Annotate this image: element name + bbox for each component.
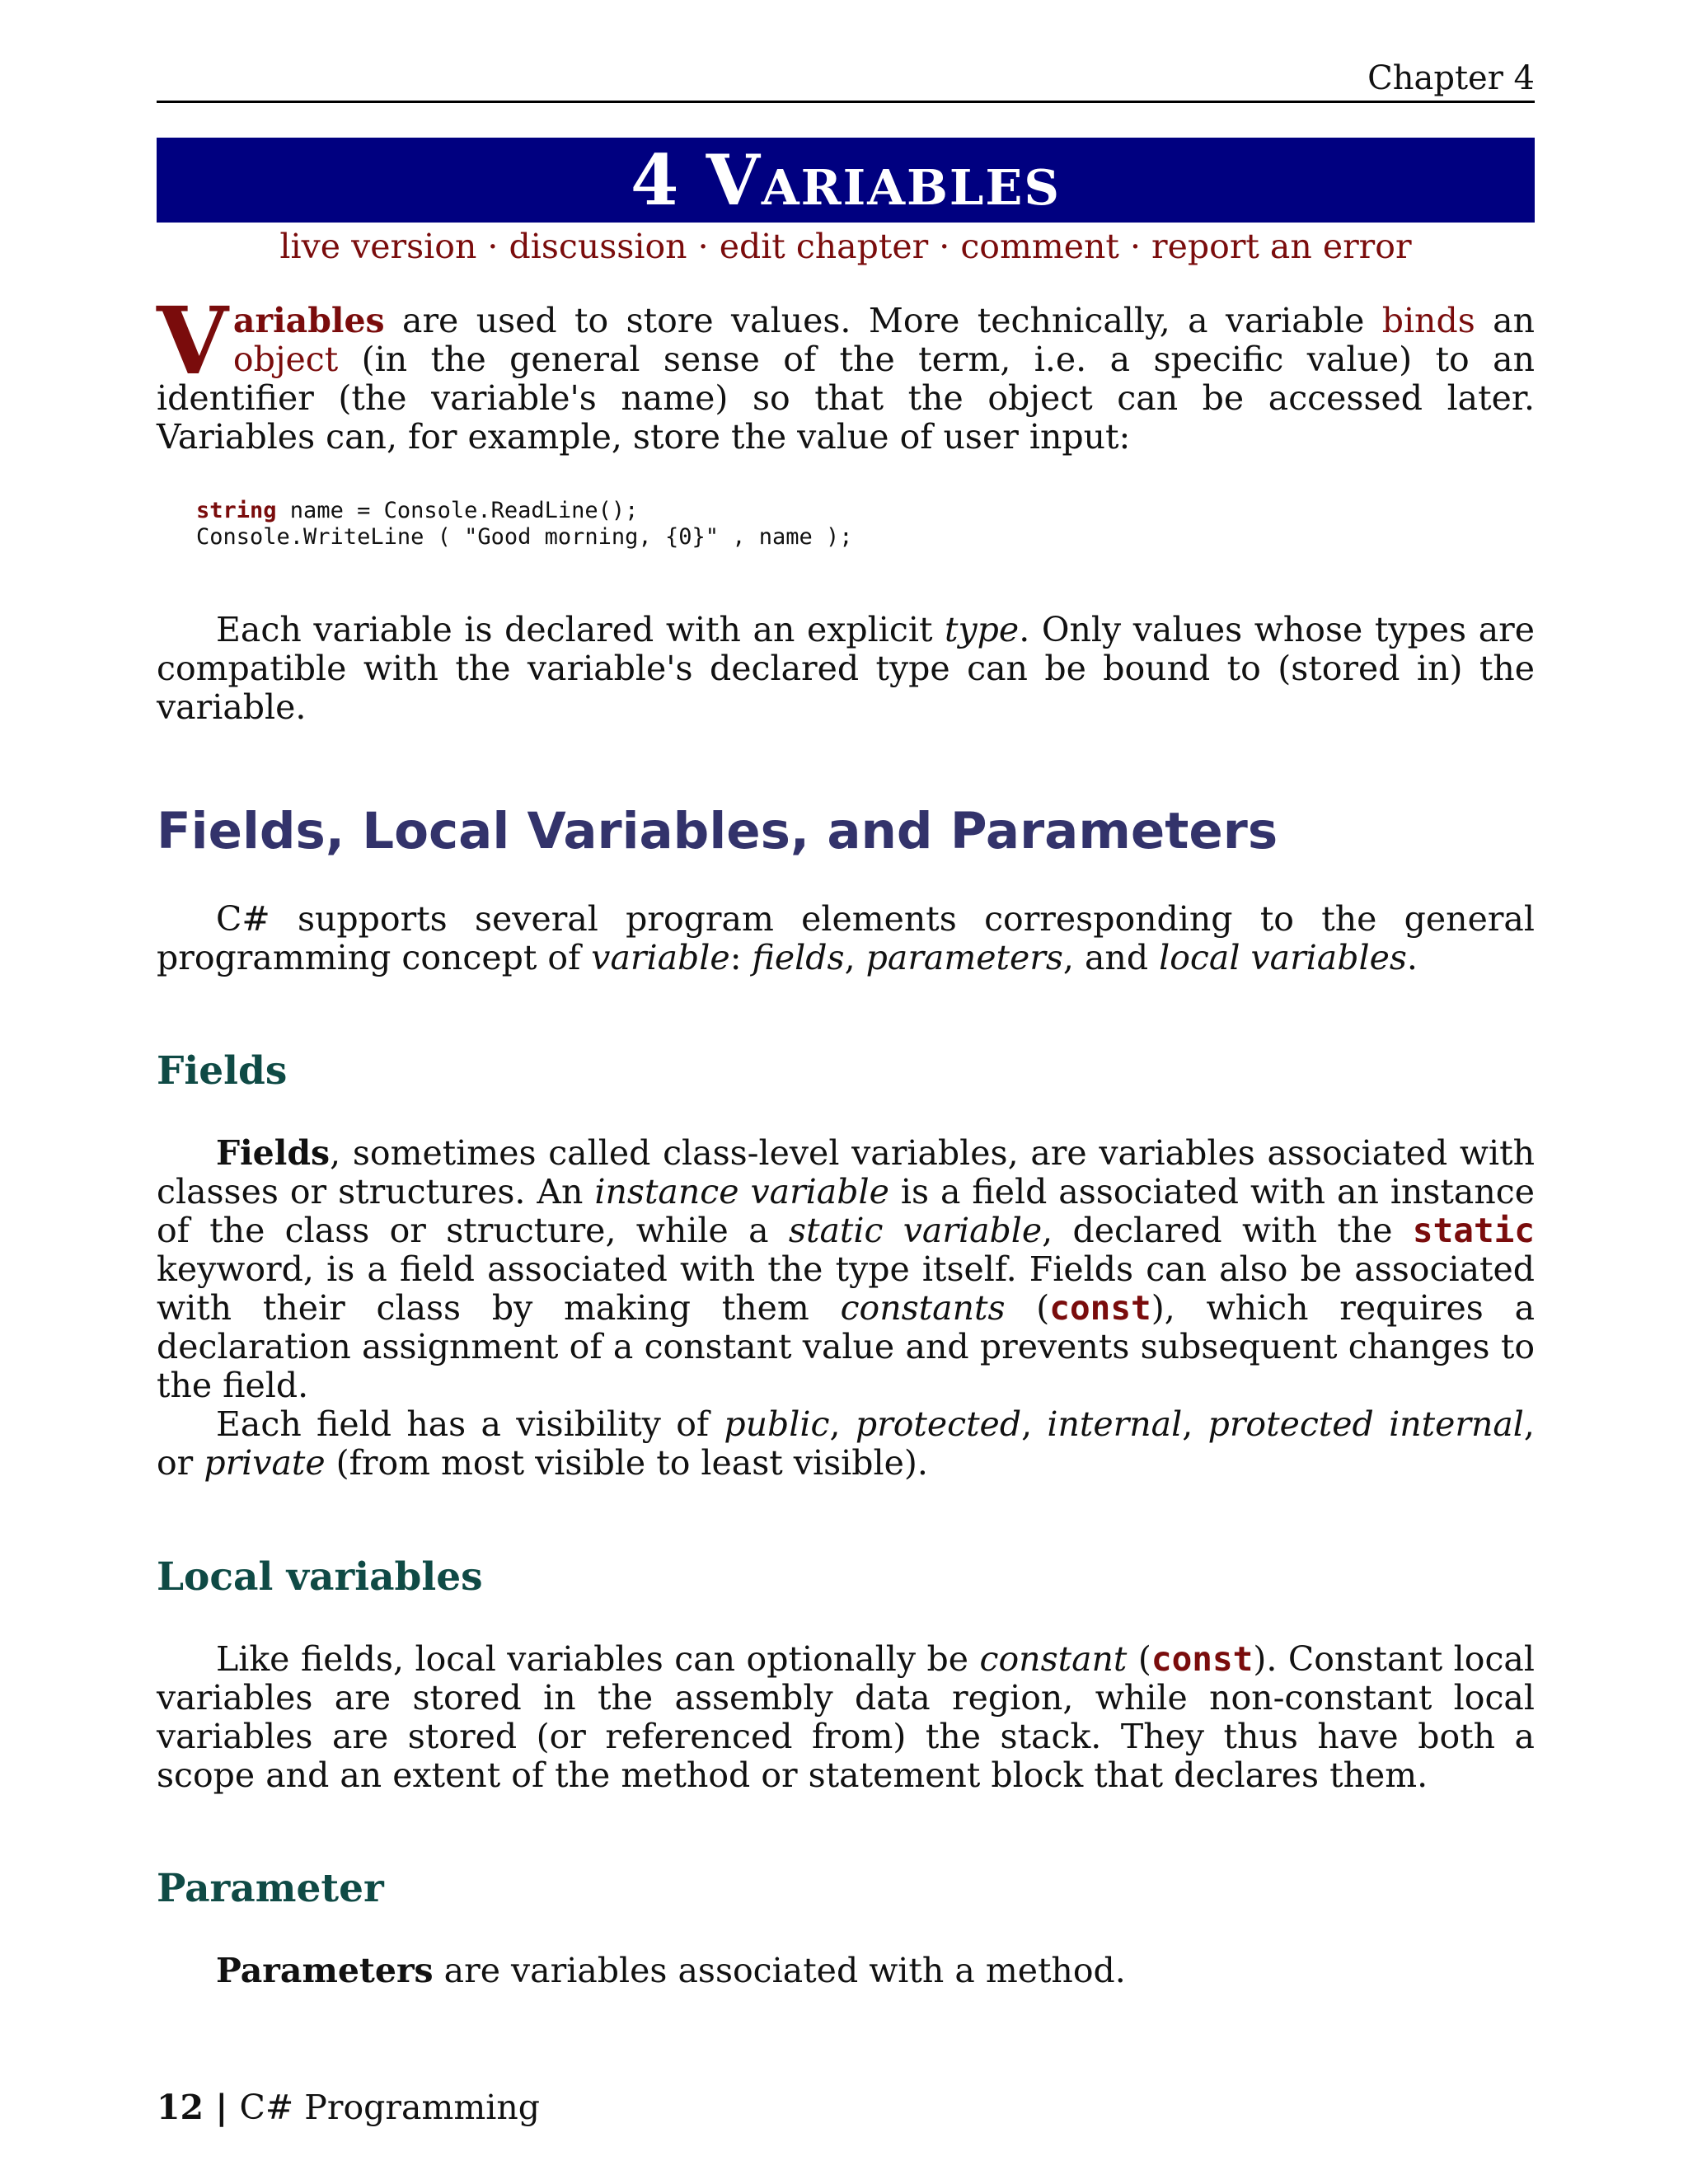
code-text: name = Console.ReadLine(); (276, 498, 639, 523)
emphasis: public (724, 1404, 830, 1444)
body-text: , and (1062, 938, 1160, 977)
body-text: , or (157, 1404, 1535, 1483)
body-text: , (829, 1404, 856, 1444)
link-separator: · (697, 227, 720, 266)
intro-lead-word: ariables (232, 301, 385, 340)
section-heading: Fields, Local Variables, and Parameters (157, 802, 1278, 860)
footer-separator: | (204, 2088, 240, 2127)
link-edit-chapter[interactable]: edit chapter (719, 227, 929, 266)
body-text: Each variable is declared with an explicit (216, 610, 945, 649)
body-text: (from most visible to least visible). (325, 1443, 928, 1483)
body-text: , (844, 938, 866, 977)
emphasis: variable (591, 938, 730, 977)
emphasis: parameters (865, 938, 1063, 977)
support-paragraph (157, 900, 1535, 977)
body-text: , (1182, 1404, 1208, 1444)
body-text: : (729, 938, 753, 977)
emphasis: fields (752, 938, 845, 977)
emphasis: type (945, 610, 1020, 649)
fields-heading: Fields (157, 1048, 288, 1094)
code-block (196, 498, 853, 551)
intro-paragraph (157, 288, 1535, 457)
keyword-const: const (1151, 1639, 1254, 1679)
link-separator: · (487, 227, 509, 266)
emphasis: protected internal (1207, 1404, 1524, 1444)
intro-text: (in the general sense of the term, i.e. a specific value) to an identifier (the variable's name) so that the object can be accessed later. Variables can, for example, store the value of user input: (157, 340, 1535, 457)
visibility-paragraph (157, 1405, 1535, 1483)
body-text: ), which requires a declaration assignment of a constant value and prevents subsequent changes to the field. (157, 1288, 1536, 1405)
chapter-links (157, 226, 1535, 267)
body-text: are variables associated with a method. (433, 1951, 1126, 1990)
link-discussion[interactable]: discussion (509, 227, 687, 266)
emphasis: constant (979, 1639, 1128, 1679)
body-text: Like fields, local variables can optionally be (216, 1639, 980, 1679)
code-text: Console.WriteLine ( "Good morning, {0}" , name ); (196, 524, 853, 550)
body-text: Each field has a visibility of (216, 1404, 724, 1444)
emphasis: static variable (788, 1211, 1043, 1250)
emphasis: constants (840, 1288, 1006, 1328)
link-binds[interactable]: binds (1381, 301, 1475, 340)
body-text: ( (1005, 1288, 1050, 1328)
link-report-error[interactable]: report an error (1151, 227, 1412, 266)
emphasis: protected (855, 1404, 1022, 1444)
drop-cap: V (157, 288, 228, 396)
body-text: . Only values whose types are compatible with the variable's declared type can be bound to (stored in) the variable. (157, 610, 1535, 727)
body-text: keyword, is a field associated with the type itself. Fields can also be associated with their class by making them (157, 1249, 1535, 1328)
fields-paragraph (157, 1134, 1535, 1405)
keyword-const: const (1049, 1288, 1151, 1328)
bold-term: Fields (216, 1133, 331, 1173)
local-variables-heading: Local variables (157, 1554, 483, 1600)
emphasis: instance variable (594, 1172, 889, 1212)
link-comment[interactable]: comment (960, 227, 1119, 266)
parameter-heading: Parameter (157, 1866, 384, 1911)
bold-term: Parameters (216, 1951, 434, 1990)
keyword-static: static (1412, 1211, 1535, 1250)
body-text: ( (1127, 1639, 1151, 1679)
running-header: Chapter 4 (157, 58, 1535, 103)
book-title: C# Programming (239, 2088, 540, 2127)
body-text: is a field associated with an instance of the class or structure, while a (157, 1172, 1535, 1250)
body-text: , sometimes called class-level variables, are variables associated with classes or structures. An (157, 1133, 1535, 1212)
type-paragraph (157, 611, 1535, 727)
page-number: 12 (157, 2088, 204, 2127)
body-text: . (1406, 938, 1418, 977)
locals-paragraph (157, 1640, 1535, 1795)
body-text: C# supports several program elements corresponding to the general programming concept of (157, 899, 1535, 977)
intro-text: an (1475, 301, 1535, 340)
emphasis: private (204, 1443, 326, 1483)
link-live-version[interactable]: live version (279, 227, 477, 266)
parameter-paragraph (157, 1952, 1535, 1990)
emphasis: internal (1047, 1404, 1183, 1444)
link-object[interactable]: object (232, 340, 339, 379)
code-keyword: string (196, 498, 277, 523)
intro-text: are used to store values. More technically, a variable (384, 301, 1382, 340)
body-text: , (1021, 1404, 1048, 1444)
link-separator: · (939, 227, 961, 266)
chapter-title: 4 Variables (157, 138, 1535, 223)
body-text: ). Constant local variables are stored in the assembly data region, while non-constant local variables are stored (or referenced from) the stack. They thus have both a scope and an extent of the method or statement block that declares them. (157, 1639, 1535, 1795)
body-text: , declared with the (1042, 1211, 1413, 1250)
emphasis: local variables (1159, 938, 1407, 977)
link-separator: · (1129, 227, 1152, 266)
page-footer (157, 2087, 540, 2128)
